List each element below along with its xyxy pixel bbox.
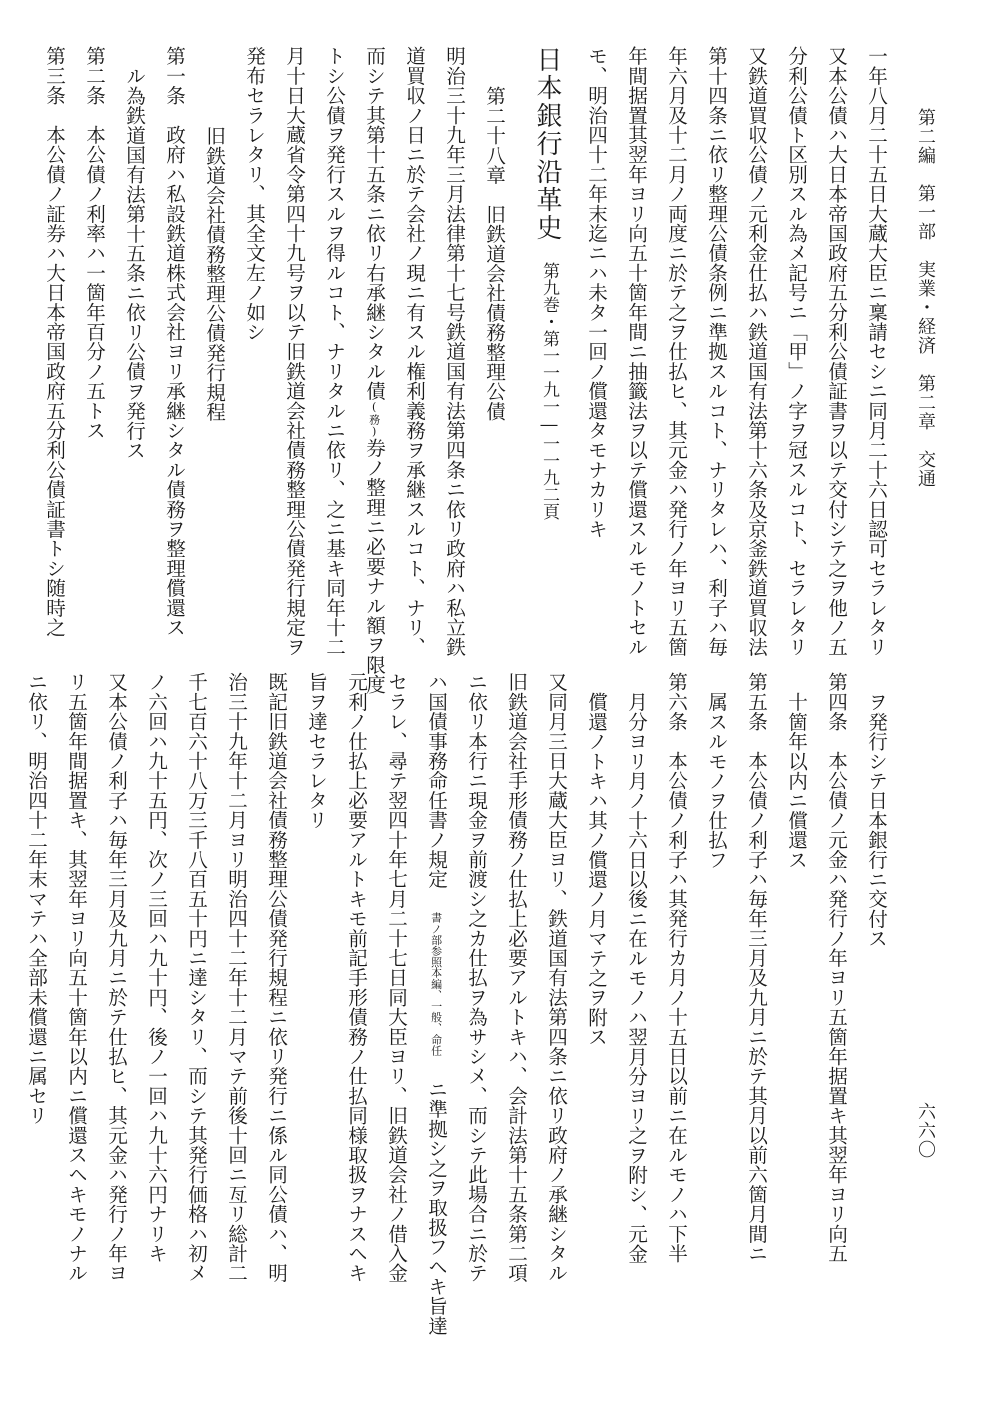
article-2: 第二条 本公債ノ利率ハ一箇年百分ノ五トス	[82, 46, 106, 440]
regulation-title: 旧鉄道会社債務整理公債発行規程	[202, 126, 226, 422]
article-1: 第一条 政府ハ私設鉄道株式会社ヨリ承継シタル債務ヲ整理償還ス	[162, 46, 186, 637]
warichu-note	[431, 912, 442, 1056]
article-1-cont: ル為鉄道国有法第十五条ニ依リ公債ヲ発行ス	[122, 66, 146, 460]
text-segment: 而シテ其第十五条ニ依リ右承継シタル債	[362, 46, 386, 401]
article-5: 第五条 本公債ノ利子ハ毎年三月及九月ニ於テ其月以前六箇月間ニ	[744, 672, 768, 1263]
text-column: 月十日大蔵省令第四十九号ヲ以テ旧鉄道会社債務整理公債発行規定ヲ	[282, 46, 306, 657]
text-column: 第十四条ニ依リ整理公債条例ニ準拠スルコト、ナリタレハ、利子ハ毎	[704, 46, 728, 657]
text-column: 道買収ノ日ニ於テ会社ノ現ニ有スル権利義務ヲ承継スルコト、ナリ、	[402, 46, 426, 657]
text-column: 又同月三日大蔵大臣ヨリ、鉄道国有法第四条ニ依リ政府ノ承継シタル	[544, 672, 568, 1283]
correction-note: (務)	[367, 400, 381, 438]
text-segment: ハ国債事務命任書ノ規定	[424, 672, 448, 889]
text-column: 千七百六十八万三千八百五十円ニ達シタリ、而シテ其発行価格ハ初メ	[184, 672, 208, 1283]
text-column: 又本公債ハ大日本帝国政府五分利公債証書ヲ以テ交付シテ之ヲ他ノ五	[824, 46, 848, 657]
book-title: 日本銀行沿革史	[532, 46, 562, 242]
text-column: 既記旧鉄道会社債務整理公債発行規程ニ依リ発行ニ係ル同公債ハ、明	[264, 672, 288, 1283]
text-column: 元利ノ仕払上必要アルトキモ前記手形債務ノ仕払同様取扱ヲナスヘキ	[344, 672, 368, 1283]
article-4-cont: 十箇年以内ニ償還ス	[784, 692, 808, 870]
note-line: 本編、一般、命任	[429, 967, 443, 1057]
text-column: 又鉄道買収公債ノ元利金仕払ハ鉄道国有法第十六条及京釜鉄道買収法	[744, 46, 768, 657]
running-head: 第二編 第一部 実業・経済 第二章 交通	[915, 108, 936, 488]
text-column: 旧鉄道会社手形債務ノ仕払上必要アルトキハ、会計法第十五条第二項	[504, 672, 528, 1283]
text-column	[364, 46, 384, 694]
article-5-cont: 属スルモノヲ仕払フ	[704, 692, 728, 870]
text-column: 旨ヲ達セラレタリ	[304, 672, 328, 830]
text-column: 一年八月二十五日大蔵大臣ニ稟請セシニ同月二十六日認可セラレタリ	[864, 46, 888, 657]
book-reference: 第九巻・第一一九一―一一九二頁	[539, 262, 559, 520]
article-6: 第六条 本公債ノ利子ハ其発行カ月ノ十五日以前ニ在ルモノハ下半	[664, 672, 688, 1263]
text-column: リ五箇年間据置キ、其翌年ヨリ向五十箇年以内ニ償還スヘキモノナル	[64, 672, 88, 1283]
text-column: モ、明治四十二年末迄ニハ未タ一回ノ償還タモナカリキ	[584, 46, 608, 539]
text-column	[426, 672, 446, 1335]
text-column: 明治三十九年三月法律第十七号鉄道国有法第四条ニ依リ政府ハ私立鉄	[442, 46, 466, 657]
text-column: 年六月及十二月ノ両度ニ於テ之ヲ仕払ヒ、其元金ハ発行ノ年ヨリ五箇	[664, 46, 688, 657]
text-column: 分利公債ト区別スル為メ記号ニ「甲」ノ字ヲ冠スルコト、セラレタリ	[784, 46, 808, 657]
text-column: ノ六回ハ九十五円、次ノ三回ハ九十円、後ノ一回ハ九十六円ナリキ	[144, 672, 168, 1263]
text-column: 発布セラレタリ、其全文左ノ如シ	[242, 46, 266, 342]
chapter-heading: 第二十八章 旧鉄道会社債務整理公債	[482, 86, 506, 421]
text-segment: ニ準拠シ之ヲ取扱フヘキ旨達	[424, 1079, 448, 1336]
article-6-cont2: 償還ノトキハ其ノ償還ノ月マテ之ヲ附ス	[584, 692, 608, 1047]
article-6-cont: 月分ヨリ月ノ十六日以後ニ在ルモノハ翌月分ヨリ之ヲ附シ、元金	[624, 692, 648, 1264]
text-column: セラレ、尋テ翌四十年七月二十七日同大臣ヨリ、旧鉄道会社ノ借入金	[384, 672, 408, 1283]
article-3-cont: ヲ発行シテ日本銀行ニ交付ス	[864, 692, 888, 949]
text-column: トシ公債ヲ発行スルヲ得ルコト、ナリタルニ依リ、之ニ基キ同年十二	[322, 46, 346, 657]
text-column: 又本公債ノ利子ハ毎年三月及九月ニ於テ仕払ヒ、其元金ハ発行ノ年ヨ	[104, 672, 128, 1283]
article-4: 第四条 本公債ノ元金ハ発行ノ年ヨリ五箇年据置キ其翌年ヨリ向五	[824, 672, 848, 1263]
text-segment: 券ノ整理ニ必要ナル額ヲ限度	[362, 437, 386, 695]
text-column: ニ依リ、明治四十二年末マテハ全部未償還ニ属セリ	[24, 672, 48, 1126]
text-column: 年間据置其翌年ヨリ向五十箇年間ニ抽籤法ヲ以テ償還スルモノトセル	[624, 46, 648, 657]
text-column: ニ依リ本行ニ現金ヲ前渡シ之カ仕払ヲ為サシメ、而シテ此場合ニ於テ	[464, 672, 488, 1283]
page-number: 六六〇	[915, 1102, 936, 1159]
article-3: 第三条 本公債ノ証券ハ大日本帝国政府五分利公債証書トシ随時之	[42, 46, 66, 637]
note-line: 書ノ部参照	[429, 911, 443, 968]
text-column: 治三十九年十二月ヨリ明治四十二年十二月マテ前後十回ニ亙リ総計二	[224, 672, 248, 1283]
